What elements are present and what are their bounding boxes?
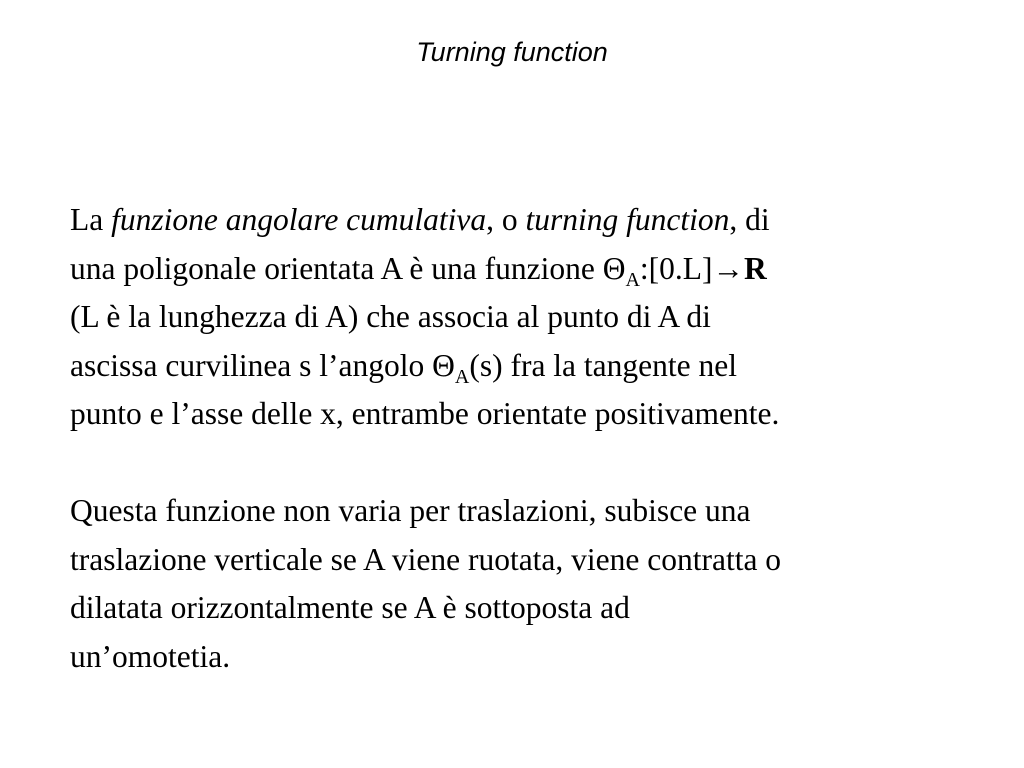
subscript: A xyxy=(625,268,640,291)
arrow-symbol: → xyxy=(712,250,745,286)
text-line: un’omotetia. xyxy=(70,638,231,674)
italic-term: funzione angolare cumulativa xyxy=(111,202,487,237)
text-run: (s) fra la tangente nel xyxy=(469,347,737,383)
slide-title: Turning function xyxy=(416,37,608,67)
text-line: traslazione verticale se A viene ruotata, viene contratta o xyxy=(70,541,782,577)
theta-symbol: Θ xyxy=(602,250,626,286)
text-line xyxy=(70,342,990,391)
reals-symbol: R xyxy=(744,250,767,286)
slide-body xyxy=(70,196,990,681)
text-run: , o xyxy=(486,202,526,237)
text-run: ascissa curvilinea s l’angolo xyxy=(70,347,433,383)
text-line: Questa funzione non varia per traslazioni, subisce una xyxy=(70,493,751,528)
text-line: dilatata orizzontalmente se A è sottoposta ad xyxy=(70,590,630,625)
text-run: La xyxy=(70,202,112,237)
theta-symbol: Θ xyxy=(432,347,455,383)
text-line xyxy=(70,196,990,245)
text-line: (L è la lunghezza di A) che associa al punto di A di xyxy=(70,299,711,334)
subscript: A xyxy=(454,365,470,388)
definition-paragraph xyxy=(70,196,990,439)
text-run: , di xyxy=(729,202,770,237)
text-line: punto e l’asse delle x, entrambe orientate positivamente. xyxy=(70,396,780,431)
text-run: una poligonale orientata A è una funzione xyxy=(70,250,603,286)
text-run: :[0.L] xyxy=(639,250,713,286)
properties-paragraph xyxy=(70,487,990,681)
italic-term: turning function xyxy=(525,202,730,237)
text-line xyxy=(70,245,990,294)
